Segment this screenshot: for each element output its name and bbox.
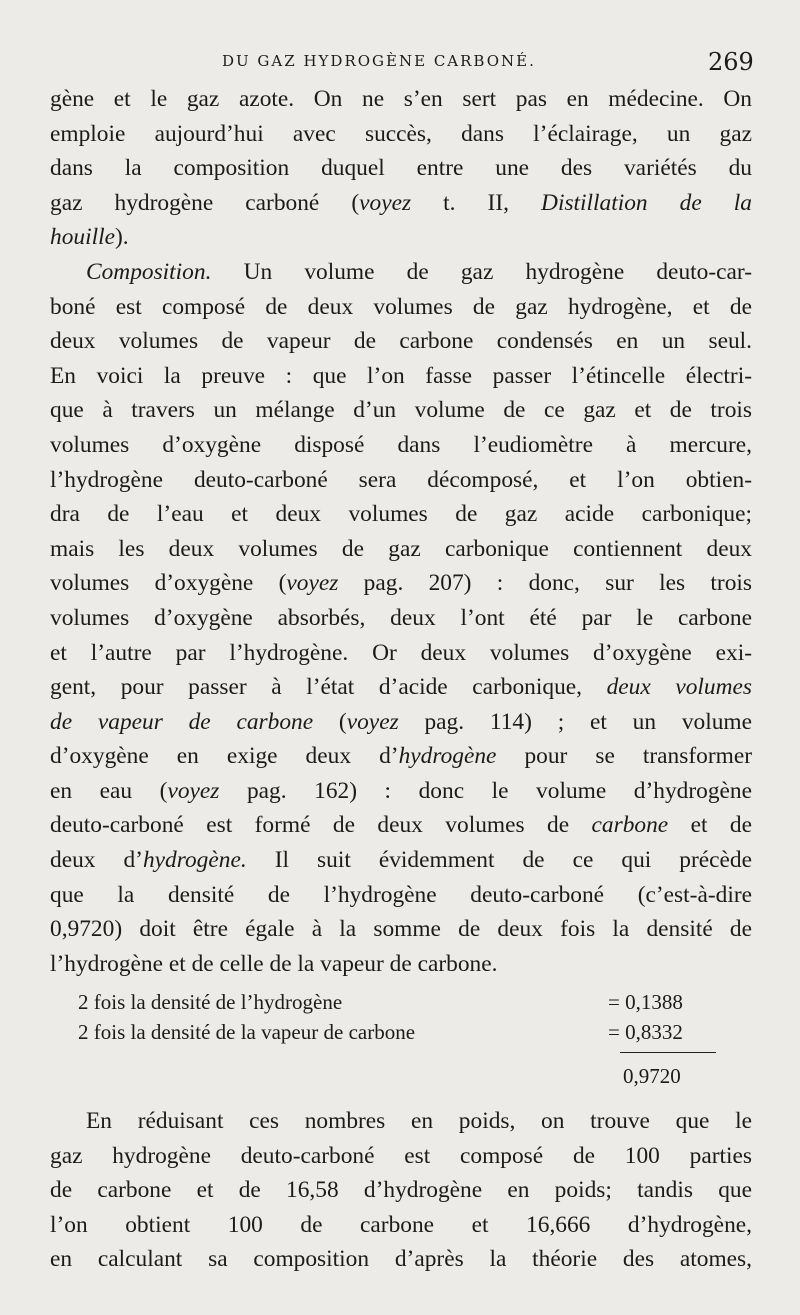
- text-line: [50, 255, 752, 290]
- italic-text: hydrogène: [398, 743, 497, 770]
- text-line: [50, 774, 752, 809]
- text-line: [50, 670, 752, 705]
- text-line: [50, 739, 752, 774]
- text-line: volumes d’oxygène absorbés, deux l’ont été par le carbone: [50, 604, 752, 631]
- text-run: d’oxygène en exige deux d’: [50, 743, 399, 770]
- page-number: 269: [708, 48, 754, 76]
- italic-text: carbone: [591, 812, 669, 839]
- italic-text: deux volumes: [606, 674, 752, 701]
- text-line: et l’autre par l’hydrogène. Or deux volumes d’oxygène exi-: [50, 639, 752, 666]
- density-calculation: [78, 990, 718, 1088]
- text-line: emploie aujourd’hui avec succès, dans l’éclairage, un gaz: [50, 120, 752, 147]
- italic-text: de vapeur de carbone: [50, 708, 314, 735]
- text-line: que la densité de l’hydrogène deuto-carboné (c’est-à-dire: [50, 881, 752, 908]
- text-line: que à travers un mélange d’un volume de ce gaz et de trois: [50, 397, 752, 424]
- calc-row: [78, 990, 718, 1020]
- text-line: dans la composition duquel entre une des variétés du: [50, 155, 752, 182]
- text-line: [50, 808, 752, 843]
- calc-total: 0,9720: [623, 1064, 681, 1088]
- italic-text: voyez: [286, 570, 339, 597]
- calc-value: = 0,1388: [608, 990, 683, 1014]
- text-run: pag. 207) : donc, sur les trois: [338, 570, 752, 597]
- text-run: deux d’: [50, 847, 143, 874]
- text-line: gène et le gaz azote. On ne s’en sert pas en médecine. On: [50, 86, 752, 112]
- text-line: de carbone et de 16,58 d’hydrogène en poids; tandis que: [50, 1177, 752, 1204]
- calc-label: 2 fois la densité de l’hydrogène: [78, 990, 343, 1014]
- italic-text: houille: [50, 224, 115, 251]
- text-run: t. II,: [411, 189, 542, 216]
- text-line: l’hydrogène deuto-carboné sera décomposé, et l’on obtien-: [50, 466, 752, 493]
- calc-row: [78, 1020, 718, 1050]
- text-line: [50, 186, 752, 221]
- text-run: ).: [114, 224, 129, 251]
- text-line: volumes d’oxygène disposé dans l’eudiomètre à mercure,: [50, 431, 752, 458]
- running-title: DU GAZ HYDROGÈNE CARBONÉ.: [222, 52, 536, 70]
- calc-value: = 0,8332: [608, 1020, 683, 1044]
- text-run: pag. 114) ; et un volume: [398, 708, 752, 735]
- text-line: l’hydrogène et de celle de la vapeur de carbone.: [50, 950, 498, 977]
- italic-text: Distillation de la: [541, 189, 752, 216]
- text-line: [50, 843, 752, 878]
- text-line: [50, 220, 752, 255]
- italic-text: voyez: [359, 189, 412, 216]
- italic-text: hydrogène.: [142, 847, 247, 874]
- text-line: deux volumes de vapeur de carbone condensés en un seul.: [50, 328, 752, 355]
- text-line: dra de l’eau et deux volumes de gaz acide carbonique;: [50, 501, 752, 528]
- text-line: [50, 705, 752, 740]
- text-line: [50, 566, 752, 601]
- text-run: et de: [668, 812, 752, 839]
- sum-rule: [620, 1052, 716, 1053]
- page-header: [0, 48, 800, 78]
- text-run: pour se transformer: [496, 743, 752, 770]
- text-run: volumes d’oxygène (: [50, 570, 287, 597]
- text-run: pag. 162) : donc le volume d’hydrogène: [219, 777, 752, 804]
- text-run: gaz hydrogène carboné (: [50, 189, 360, 216]
- calc-label: 2 fois la densité de la vapeur de carbone: [78, 1020, 416, 1044]
- text-line: 0,9720) doit être égale à la somme de deux fois la densité de: [50, 916, 752, 943]
- text-line: En voici la preuve : que l’on fasse passer l’étincelle électri-: [50, 362, 752, 389]
- main-text: [50, 82, 752, 981]
- text-run: Un volume de gaz hydrogène deuto-car-: [211, 258, 752, 285]
- text-run: gent, pour passer à l’état d’acide carbonique,: [50, 674, 607, 701]
- text-run: en eau (: [50, 777, 168, 804]
- text-line: l’on obtient 100 de carbone et 16,666 d’hydrogène,: [50, 1211, 752, 1238]
- italic-text: voyez: [167, 777, 220, 804]
- text-run: Il suit évidemment de ce qui précède: [246, 847, 752, 874]
- text-run: (: [313, 708, 347, 735]
- italic-text: voyez: [346, 708, 399, 735]
- text-run: deuto-carboné est formé de deux volumes de: [50, 812, 592, 839]
- text-line: mais les deux volumes de gaz carbonique contiennent deux: [50, 535, 752, 562]
- italic-text: Composition.: [86, 258, 212, 285]
- text-line: gaz hydrogène deuto-carboné est composé de 100 parties: [50, 1142, 752, 1169]
- text-line: en calculant sa composition d’après la théorie des atomes,: [50, 1246, 752, 1273]
- text-line: En réduisant ces nombres en poids, on trouve que le: [86, 1108, 752, 1134]
- paragraph-3: [50, 1104, 752, 1277]
- paragraph-2: [50, 255, 752, 981]
- paragraph-1: [50, 82, 752, 255]
- text-line: boné est composé de deux volumes de gaz hydrogène, et de: [50, 293, 752, 320]
